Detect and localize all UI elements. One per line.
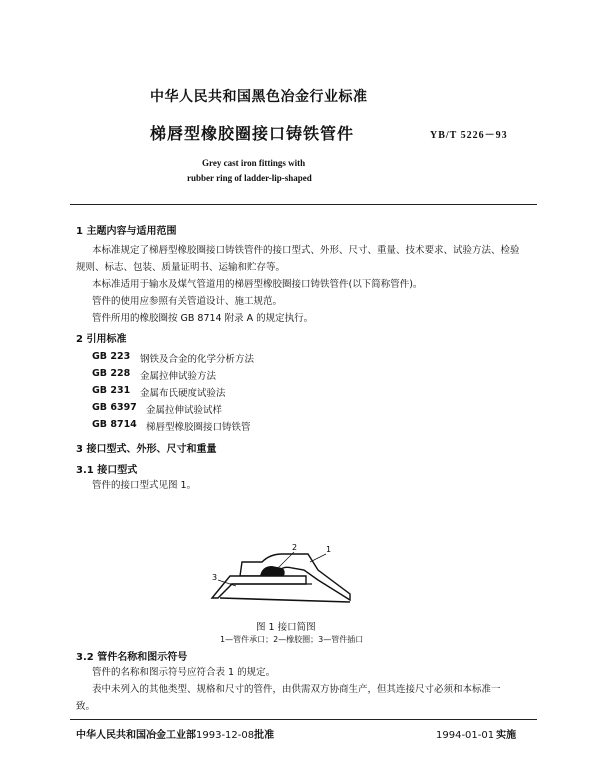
callout-2: 2	[292, 543, 298, 552]
footer-approval	[76, 726, 274, 741]
joint-diagram	[200, 540, 360, 610]
standard-code: YB/T 5226－93	[430, 130, 508, 141]
document-title-en-line1: Grey cast iron fittings with	[202, 158, 306, 168]
section-3-heading: 3 接口型式、外形、尺寸和重量	[76, 444, 217, 455]
figure-1-caption: 图 1 接口简图	[256, 622, 316, 633]
bottom-divider	[70, 719, 537, 720]
subsection-3-2-note-line-1: 表中未列入的其他类型、规格和尺寸的管件，由供需双方协商生产，但其连接尺寸必须和本标准一	[92, 684, 501, 695]
figure-1-legend: 1—管件承口；2—橡胶圈；3—管件插口	[220, 635, 364, 644]
section-1-paragraph-1-line-1: 本标准规定了梯唇型橡胶圈接口铸铁管件的接口型式、外形、尺寸、重量、技术要求、试验方法、检验	[92, 245, 520, 256]
reference-code: GB 6397	[92, 402, 137, 413]
section-1-paragraph-2: 本标准适用于输水及煤气管道用的梯唇型橡胶圈接口铸铁管件(以下简称管件)。	[92, 279, 423, 290]
section-1-paragraph-1-line-2: 规则、标志、包装、质量证明书、运输和贮存等。	[76, 262, 286, 273]
approval-word: 批准	[254, 730, 275, 741]
reference-code: GB 8714	[92, 419, 137, 430]
section-2-heading: 2 引用标准	[76, 334, 127, 345]
section-1-paragraph-4: 管件所用的橡胶圈按 GB 8714 附录 A 的规定执行。	[92, 313, 314, 324]
reference-code: GB 228	[92, 368, 131, 379]
standard-category-heading: 中华人民共和国黑色冶金行业标准	[150, 89, 368, 105]
callout-3: 3	[212, 573, 218, 582]
section-1-heading: 1 主题内容与适用范围	[76, 226, 177, 237]
subsection-3-2-heading: 3.2 管件名称和图示符号	[76, 652, 188, 663]
reference-title: 金属拉伸试验试样	[146, 405, 223, 416]
reference-code: GB 231	[92, 385, 131, 396]
footer-effective	[436, 726, 516, 741]
pipe-base-line	[220, 598, 350, 602]
subsection-3-1-text: 管件的接口型式见图 1。	[92, 480, 197, 491]
spigot-outline	[212, 576, 306, 598]
reference-title: 梯唇型橡胶圈接口铸铁管	[146, 422, 251, 433]
top-divider	[70, 204, 537, 205]
subsection-3-1-heading: 3.1 接口型式	[76, 465, 138, 476]
effective-word: 实施	[496, 730, 517, 741]
document-title-cn: 梯唇型橡胶圈接口铸铁管件	[150, 124, 355, 143]
subsection-3-2-text: 管件的名称和图示符号应符合表 1 的规定。	[92, 667, 276, 678]
reference-code: GB 223	[92, 351, 131, 362]
callout-1: 1	[326, 545, 332, 554]
document-title-en-line2: rubber ring of ladder-lip-shaped	[187, 173, 312, 183]
leader-line	[310, 554, 326, 562]
subsection-3-2-note-line-2: 致。	[76, 701, 96, 712]
reference-title: 金属拉伸试验方法	[140, 371, 217, 382]
reference-title: 钢铁及合金的化学分析方法	[140, 354, 255, 365]
effective-date: 1994-01-01	[436, 730, 495, 741]
approval-date: 1993-12-08	[196, 730, 255, 741]
reference-title: 金属布氏硬度试验法	[140, 388, 226, 399]
issuer: 中华人民共和国冶金工业部	[76, 730, 196, 741]
section-1-paragraph-3: 管件的使用应参照有关管道设计、施工规范。	[92, 296, 283, 307]
